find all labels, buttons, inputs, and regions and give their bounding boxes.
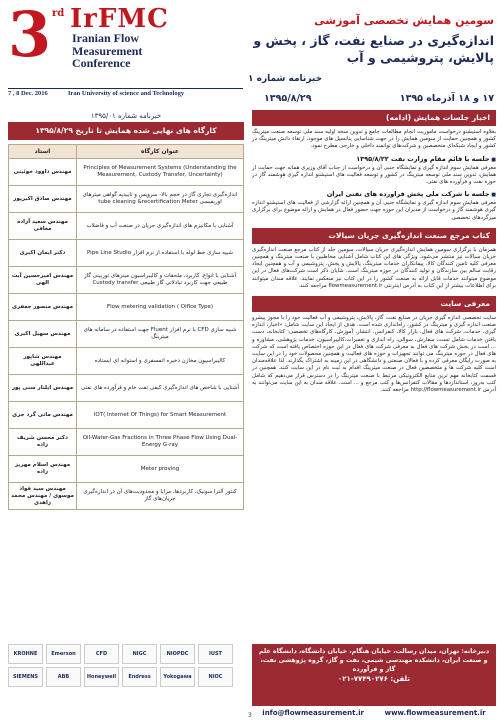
workshop-title: شبیه سازی خط لوله با استفاده از نرم افزار Pipe Line Studio [77, 240, 244, 267]
workshop-instructor: مهندس منصور جعفری [9, 294, 77, 321]
table-row [9, 267, 244, 294]
sponsor-logos [8, 644, 244, 710]
sponsor-logo: NIOC [198, 667, 233, 687]
contact-links [252, 706, 496, 720]
table-row [9, 456, 244, 483]
column-header-title: عنوان کارگاه [77, 145, 244, 159]
website-paragraph: سایت تخصصی اندازه گیری جریان در صنایع نفت، گاز، پالایش، پتروشیمی و آب فعالیت خود را با مجوز پیشرو صنعت اندازه گیری و میترینگ در کشور، راه‌اندازی شده است. هدف از ایجاد این سایت شامل: «اخبار، اندازه گیری، خدمات، شرکت های فعال، بازار کالا، کنفرانس، انتشار، آموزش، کارگاه‌های تخصصی: کتابخانه، دست یافتن خدمات شامل تست، سفارش، سوالی، راه اندازی و تعمیرات،کالیبراسیون، خدمات پژوهشی، مشاوره و ... است در بخش شرکت های فعال به معرفی شرکت های فعال در این حوزه اختصاص یافته است که شرکت های فعال در حوزه میترینگ می توانند تجهیزات و حوزه های فعالیت و همچنین محصولات خود را در این سایت به صورت رایگان معرفی کرده و با فعالان صنعتی و دانشگاهی در این زمینه به اشتراک بگذارند. لذا علاقه‌مندان است کلیه شرکت ها و متخصصین فعال در صنعت میترینگ اقدام به ثبت نام در این سایت کنند. همچنین در قسمت کتابخانه مهم ترین منابع الکترونیکی مرتبط با صنعت میترینگ را در دسترس قرار می‌دهیم که شامل کتب به‌روز، استانداردها و مقالات کنفرانس‌ها و کتب مرجع و ... است. علاقه مندان به این سایت می‌توانند به آدرس http://flowmeasurement.ir مراجعه کنند. [252, 315, 496, 394]
workshop-title: Oil-Water-Gas Fractions in Three Phase Flow Using Dual-Energy G-ray [77, 429, 244, 456]
table-row [9, 159, 244, 186]
conference-name-en [72, 32, 142, 70]
section-heading-website: معرفی سایت [252, 296, 496, 312]
sponsor-logo: NIOPDC [160, 644, 195, 664]
conference-date-en: 7 , 8 Dec. 2016 [8, 90, 48, 97]
page-number: 3 [248, 712, 252, 719]
reference-book-paragraph: همزمان با برگزاری سومین همایش اندازه‌گیری جریان سیالات، سومین جلد از کتاب مرجع صنعت اندازه‌گیری جریان سیالات نیز منتشر می‌شود. ویژگی های این کتاب شامل آشنایی مخاطبین با صنعت میترینگ و همچنین معرفی کلیه تامین کنندگان کالا، پیمانکاران خدمات میترینگ، پالایش و پخش، پتروشیمی و آب و همچنین ایجاد رقابت سالم بین سازندگان و تولید کنندگان در حوزه میترینگ است. شایان ذکر است شرکت‌های فعال در این موضوع میتوانند خدمات قابل ارائه به صنعت کشور را در این کتاب نیز منعکس نمایند. علاقه مندان میتوانند برای اطلاعات بیشتر از این کتاب به آدرس اینترنتی flowmeasurement.ir مراجعه کنند. [252, 246, 496, 289]
phone-number: تلفن: ۷۷۴۹۰۲۷۶-۰۲۱ [338, 675, 410, 683]
conference-title-fa: اندازه‌گیری در صنایع نفت، گاز ، پخش و پالایش، پتروشیمی و آب [253, 33, 494, 65]
workshop-instructor: مهندس ایلنار سنی پور [9, 375, 77, 402]
section-heading-meetings: اخبار جلسات همایش (ادامه) [252, 110, 496, 126]
sponsor-logo: CFD [84, 644, 119, 664]
workshop-instructor: مهندس شاپور عبداللهی [9, 348, 77, 375]
conference-name-line: Iranian Flow [72, 31, 140, 45]
news-column [252, 110, 496, 638]
workshop-instructor: مهندس سید فواد موسوی / مهندس محمد زاهدی [9, 483, 77, 510]
workshop-instructor: مهندس امیرحسین آیت الهی [9, 267, 77, 294]
workshops-table [8, 144, 244, 510]
workshop-instructor: مهندس سعید آزاده معافی [9, 213, 77, 240]
issue-date: ۱۳۹۵/۸/۲۹ [264, 93, 312, 104]
sponsor-logo: Yokogawa [160, 667, 195, 687]
website-link[interactable]: www.flowmeasurement.ir [384, 709, 486, 717]
table-row [9, 483, 244, 510]
table-row [9, 429, 244, 456]
workshops-column [8, 110, 244, 638]
workshop-instructor: مهندس اسلام مهریز زاده [9, 456, 77, 483]
sponsor-logo: Emerson [46, 644, 81, 664]
table-row [9, 240, 244, 267]
column-header-author: استاد [9, 145, 77, 159]
workshop-title: آشنایی با انواع، کاربرد، ملحقات و کالیبراسیون میترهای توربینی گاز طبیعی جهت کاربرد تبادلاتی گاز طبیعی Custody transfer [77, 267, 244, 294]
meetings-paragraph: معرفی همایش سوم اندازه گیری و نمایشگاه جنبی آن و درخواست از جناب آقای وزیری همانه جهت حمایت از همایش، تدوین سند ملی توسعه میترینگ در کشور و توسعه فعالیت های استیشنو اندازه گیری هوشمند گاز در حوزه نفت و فرآورده های نفتی. [252, 164, 496, 186]
workshop-title: Principles of Measurement Systems (Understanding the Measurement, Custody Transfer, Uncertainty) [77, 159, 244, 186]
conference-dates [264, 93, 494, 104]
conference-dates-fa: ۱۷ و ۱۸ آذرماه ۱۳۹۵ [399, 93, 494, 104]
workshop-instructor: دکتر ایمان اکبری [9, 240, 77, 267]
table-row [9, 402, 244, 429]
sponsor-logo: IUST [198, 644, 233, 664]
workshop-title: آشنایی با شاخص های اندازه‌گیری کیفی نفت خام و فرآورده های نفتی [77, 375, 244, 402]
table-row [9, 375, 244, 402]
workshop-title: IOT( Internet Of Things) for Smart Measurement [77, 402, 244, 429]
sponsor-logo: KROHNE [8, 644, 43, 664]
conference-name-line: Measurement [72, 43, 143, 58]
workshop-title: کالیبراسیون مخازن ذخیره اتمسفری و استوانه ای ایستاده [77, 348, 244, 375]
workshop-instructor: مهندس سهیل اکبری [9, 321, 77, 348]
table-row [9, 348, 244, 375]
issue-line: خبرنامه شماره ۱۳۹۵/۰۱ [90, 112, 162, 120]
conference-logo: IrFMC [70, 4, 169, 34]
workshop-instructor: مهندس داوود خوئینی [9, 159, 77, 186]
workshop-title: Flow metering validation ( Oiflce Type) [77, 294, 244, 321]
sponsor-logo: ABB [46, 667, 81, 687]
workshop-title: آشنایی با مکانیزم های اندازه‌گیری جریان در صنعت آب و فاضلاب [77, 213, 244, 240]
secretariat-address: دبیرخانه: تهران، میدان رسالت، خیابان هنگام، خیابان دانشگاه، دانشگاه علم و صنعت ایران، دانشکده مهندسی شیمی، نفت و گاز، گروه پژوهشی نفت، گاز و فرآورده [258, 648, 490, 673]
university-name-en: Iran University of science and Technology [68, 90, 185, 97]
sponsor-logo: SIEMENS [8, 667, 43, 687]
table-row [9, 294, 244, 321]
table-row [9, 213, 244, 240]
newsletter-header [0, 0, 504, 108]
workshops-table-body [9, 159, 244, 510]
meetings-paragraph: بعلاوه استیشنو درخواست ماموریت انجام مطالعات جامع و تدوین سخه اولیه سند ملی توسعه صنعت میترینگ کشور و همچنین حمایت از سومین همایش را در جهت شناسایی پتانسیل های موجود، ارتقاء دانش میترینگ در کشور و ایجاد شبکه‌ای متخصصین و شرکت‌های توانمند داخلی و خارجی مطرح نمود. [252, 129, 496, 150]
divider [8, 88, 243, 89]
workshop-instructor: دکتر محسن شریف زاده [9, 429, 77, 456]
meeting-subheading: ■ جلسه با شرکت ملی پخش فراورده های نفتی ایران [252, 190, 496, 198]
workshop-title: کنتور آلترا سونیک، کاربردها، مزایا و محدودیت‌های آن در اندازه‌گیری جریان‌های گاز [77, 483, 244, 510]
workshop-title: Meter proving [77, 456, 244, 483]
workshop-title: شبیه سازی CFD با نرم افزار Fluent جهت استفاده در سامانه های میترینگ [77, 321, 244, 348]
workshop-instructor: مهندس صادق اکبرپور [9, 186, 77, 213]
workshop-instructor: مهندس ماتی گرد جزی [9, 402, 77, 429]
conference-subtitle-fa: سومین همایش تخصصی آموزشی [314, 14, 494, 27]
table-row [9, 186, 244, 213]
conference-name-line: Conference [72, 56, 131, 70]
sponsor-logo: Endress [122, 667, 157, 687]
sponsor-logo: NIGC [122, 644, 157, 664]
sponsor-logo: Honeywell [84, 667, 119, 687]
conference-ordinal: rd [52, 8, 65, 19]
workshops-table-title: کارگاه های نهایی شده همایش تا تاریخ ۱۳۹۵/۸/۲۹ [8, 122, 244, 140]
meeting-subheading: ■ جلسه با قائم مقام وزارت نفت ۱۳۹۵/۸/۲۲ [252, 155, 496, 163]
newsletter-number: خبرنامه شماره ۱ [248, 74, 323, 84]
contact-box [252, 644, 496, 706]
table-row [9, 321, 244, 348]
workshop-title: اندازه‌گیری تجاری گاز در حجم بالا- سرویس و تاییدیه گواهی میترهای اوریفیسی tube cleaning &recertification Meter [77, 186, 244, 213]
conference-number: 3 [8, 0, 52, 71]
meetings-paragraph: معرفی همایش سوم اندازه گیری و نمایشگاه جنبی آن و همچنین ارائه گزارشی از فعالیت های استیشنو اندازه گیری هوشمند گاز و درخواست از مدیران این حوزه جهت حضور فعال در همایش و ارائه موضوع برای برگزاری میزگردهای تخصصی [252, 200, 496, 221]
footer [0, 640, 504, 720]
section-heading-reference-book: کتاب مرجع صنعت اندازه‌گیری جریان سیالات [252, 228, 496, 244]
email-link[interactable]: info@flowmeasurement.ir [262, 709, 364, 717]
